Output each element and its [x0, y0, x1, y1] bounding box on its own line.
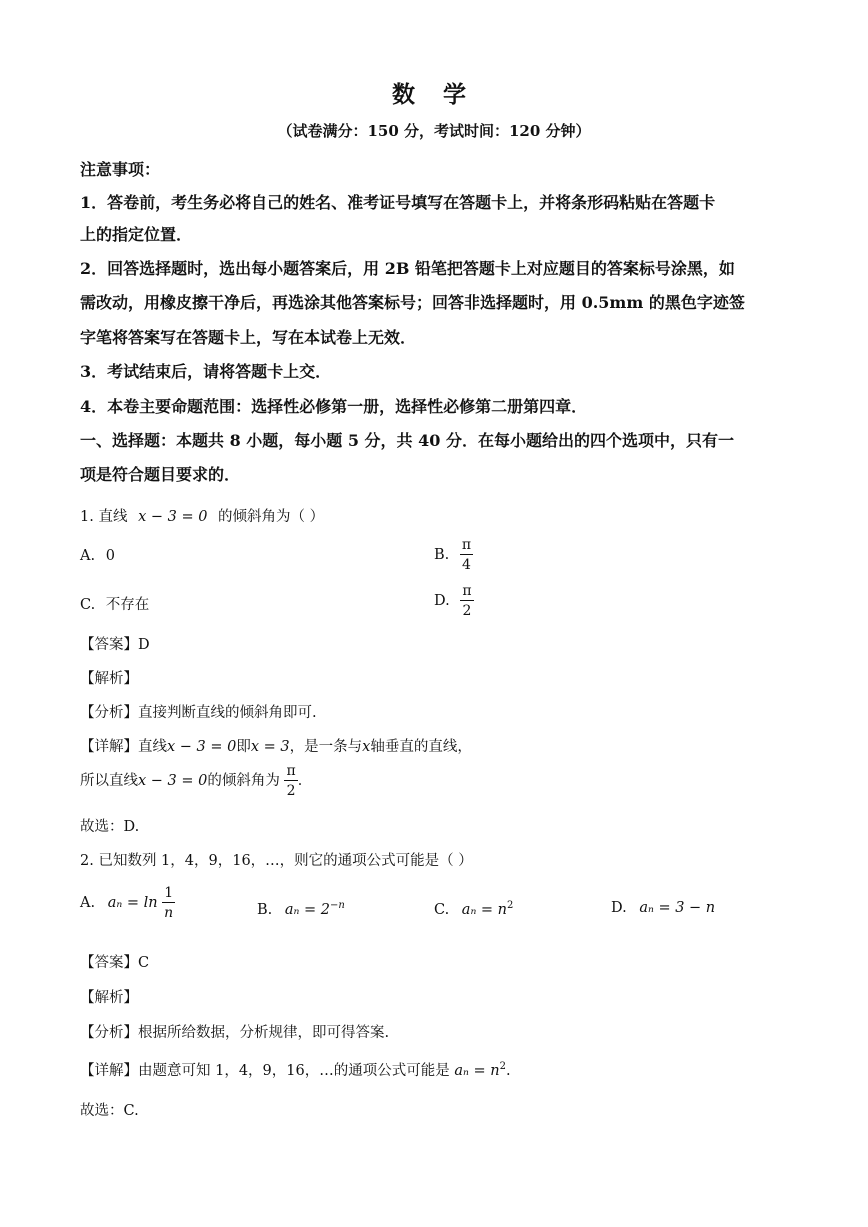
answer: 【答案】D [80, 637, 150, 653]
stem-text: 的倾斜角为（ ） [218, 509, 325, 525]
notice-line: 2．回答选择题时，选出每小题答案后，用 2B 铅笔把答题卡上对应题目的答案标号涂黑，如 [80, 259, 735, 278]
numerator: π [286, 763, 296, 779]
option-d [611, 900, 715, 916]
denominator: n [164, 905, 174, 921]
detail-part: 即 [236, 739, 251, 755]
notice-line: 字笔将答案写在答题卡上，写在本试卷上无效． [80, 328, 417, 347]
option-b [257, 900, 345, 918]
detail-part: 轴垂直的直线， [370, 739, 472, 755]
detail-text [80, 735, 472, 756]
option-c [80, 593, 149, 614]
detail-part: 的倾斜角为 [207, 773, 280, 789]
detail-text [80, 1059, 511, 1080]
option-a [80, 886, 175, 920]
choose-text: 故选：C. [80, 1103, 139, 1119]
stem-text: 1. 直线 [80, 509, 128, 525]
choose-text: 故选：D. [80, 819, 140, 835]
math-expr: x [362, 739, 371, 755]
analysis-label: 【解析】 [80, 671, 138, 687]
detail-part: . [505, 1063, 511, 1079]
fraction [284, 764, 297, 798]
option-label: B. [257, 901, 273, 918]
exponent: 2 [507, 900, 514, 911]
analysis-text: 【分析】根据所给数据，分析规律，即可得答案. [80, 1025, 390, 1041]
denominator: 2 [462, 603, 472, 619]
section-heading: 项是符合题目要求的． [80, 465, 241, 484]
notice-line: 需改动，用橡皮擦干净后，再选涂其他答案标号；回答非选择题时，用 0.5mm 的黑色字迹签 [80, 293, 745, 312]
numerator: π [461, 537, 472, 553]
math-expr: aₙ = 3 − n [639, 900, 716, 916]
detail-part: 【详解】由题意可知 1，4，9，16，…的通项公式可能是 [80, 1063, 450, 1079]
option-label: B. [434, 547, 450, 563]
notice-line: 4．本卷主要命题范围：选择性必修第一册，选择性必修第二册第四章． [80, 397, 588, 416]
notice-line: 1．答卷前，考生务必将自己的姓名、准考证号填写在答题卡上，并将条形码粘贴在答题卡 [80, 193, 716, 212]
numerator: π [462, 583, 472, 599]
fraction [460, 538, 473, 572]
math-expr: aₙ = n [454, 1063, 500, 1079]
section-heading: 一、选择题：本题共 8 小题，每小题 5 分，共 40 分．在每小题给出的四个选项中，只有一 [80, 431, 734, 450]
detail-part: ． [297, 773, 313, 789]
exponent: −n [330, 900, 345, 911]
math-expr: aₙ = 2 [284, 901, 330, 918]
option-label: D. [611, 900, 627, 916]
option-label: C. [434, 901, 450, 918]
detail-part: ，是一条与 [289, 739, 363, 755]
answer: 【答案】C [80, 955, 150, 971]
analysis-label: 【解析】 [80, 990, 138, 1006]
detail-part: 【详解】直线 [80, 739, 167, 755]
notice-heading: 注意事项： [80, 160, 161, 179]
option-label: D. [434, 593, 450, 609]
conclusion-text [80, 764, 312, 798]
option-value: 0 [105, 548, 115, 564]
detail-part: 所以直线 [80, 773, 138, 789]
page-title: 数 学 [391, 81, 476, 108]
option-b [434, 538, 473, 572]
math-expr: x − 3 = 0 [138, 773, 208, 789]
numerator: 1 [164, 885, 174, 901]
exam-info: （试卷满分：150 分，考试时间：120 分钟） [277, 122, 591, 140]
notice-line: 3．考试结束后，请将答题卡上交． [80, 362, 332, 381]
math-expr: x − 3 = 0 [138, 509, 208, 525]
fraction [460, 584, 473, 618]
math-expr: aₙ = ln [107, 895, 158, 911]
option-c [434, 900, 513, 918]
math-expr: x = 3 [250, 739, 290, 755]
denominator: 4 [462, 557, 471, 573]
fraction [162, 886, 175, 920]
math-expr: aₙ = n [461, 901, 508, 918]
option-label: A. [80, 548, 96, 564]
option-label: A. [80, 895, 96, 911]
question-1-stem [80, 505, 324, 526]
option-label: C. [80, 597, 96, 613]
denominator: 2 [286, 783, 296, 799]
option-a [80, 548, 115, 564]
option-d [434, 584, 474, 618]
analysis-text: 【分析】直接判断直线的倾斜角即可. [80, 705, 317, 721]
math-expr: x − 3 = 0 [167, 739, 237, 755]
option-value: 不存在 [105, 597, 150, 613]
notice-line: 上的指定位置． [80, 225, 193, 244]
question-2-stem: 2. 已知数列 1，4，9，16，…，则它的通项公式可能是（ ） [80, 853, 473, 869]
exponent: 2 [499, 1061, 506, 1073]
